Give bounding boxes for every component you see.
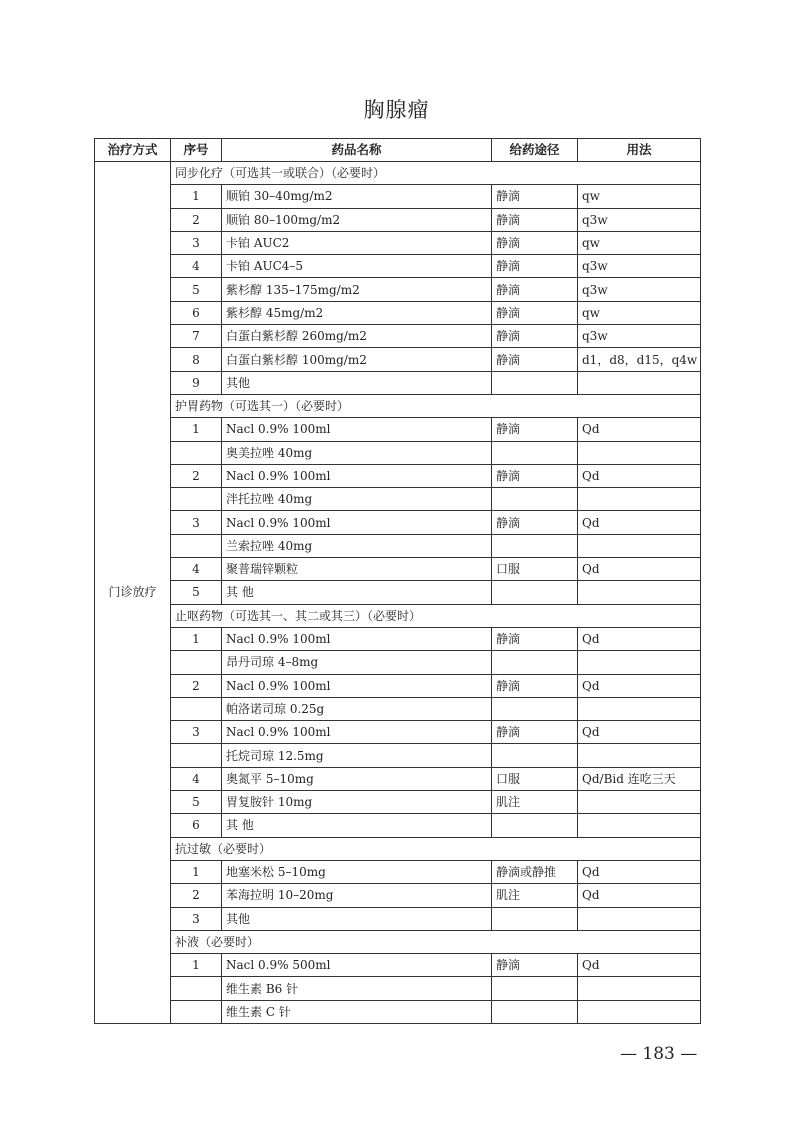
row-number: 2 [171, 464, 222, 487]
table-row [95, 185, 701, 208]
route: 静滴 [492, 511, 578, 534]
usage: Qd [578, 418, 701, 441]
drug-name: 兰索拉唑 40mg [222, 534, 492, 557]
drug-name: 泮托拉唑 40mg [222, 488, 492, 511]
table-row [95, 744, 701, 767]
table-row [95, 860, 701, 883]
drug-name: 地塞米松 5–10mg [222, 860, 492, 883]
drug-name: Nacl 0.9% 500ml [222, 954, 492, 977]
row-number [171, 744, 222, 767]
table-row [95, 954, 701, 977]
drug-name: 聚普瑞锌颗粒 [222, 558, 492, 581]
header-treatment-mode: 治疗方式 [95, 139, 171, 162]
group-header-row [95, 930, 701, 953]
row-number: 5 [171, 791, 222, 814]
route: 静滴 [492, 278, 578, 301]
table-row [95, 325, 701, 348]
group-label: 抗过敏（必要时） [171, 837, 701, 860]
usage [578, 907, 701, 930]
table-row [95, 674, 701, 697]
route: 口服 [492, 767, 578, 790]
usage [578, 1000, 701, 1023]
drug-name: 其他 [222, 907, 492, 930]
table-row [95, 884, 701, 907]
drug-name: 托烷司琼 12.5mg [222, 744, 492, 767]
usage [578, 488, 701, 511]
usage: Qd [578, 627, 701, 650]
drug-name: 其 他 [222, 581, 492, 604]
drug-name: 昂丹司琼 4–8mg [222, 651, 492, 674]
table-row [95, 301, 701, 324]
row-number: 6 [171, 301, 222, 324]
usage [578, 977, 701, 1000]
drug-name: Nacl 0.9% 100ml [222, 627, 492, 650]
table-row [95, 767, 701, 790]
table-row [95, 627, 701, 650]
drug-name: 胃复胺针 10mg [222, 791, 492, 814]
row-number: 1 [171, 627, 222, 650]
row-number: 7 [171, 325, 222, 348]
usage: qw [578, 231, 701, 254]
usage: Qd [578, 954, 701, 977]
table-row [95, 907, 701, 930]
usage: q3w [578, 278, 701, 301]
row-number: 1 [171, 185, 222, 208]
table-row [95, 651, 701, 674]
route: 肌注 [492, 884, 578, 907]
table-row [95, 721, 701, 744]
route: 静滴 [492, 674, 578, 697]
row-number: 1 [171, 954, 222, 977]
route [492, 488, 578, 511]
drug-name: 白蛋白紫杉醇 260mg/m2 [222, 325, 492, 348]
table-row [95, 511, 701, 534]
table-row [95, 977, 701, 1000]
header-route: 给药途径 [492, 139, 578, 162]
route: 静滴 [492, 208, 578, 231]
drug-name: 紫杉醇 135–175mg/m2 [222, 278, 492, 301]
usage: q3w [578, 255, 701, 278]
table-row [95, 1000, 701, 1023]
page-title: 胸腺瘤 [363, 98, 430, 122]
drug-name: 白蛋白紫杉醇 100mg/m2 [222, 348, 492, 371]
route [492, 907, 578, 930]
drug-name: 苯海拉明 10–20mg [222, 884, 492, 907]
usage: Qd [578, 511, 701, 534]
usage [578, 441, 701, 464]
table-row [95, 231, 701, 254]
row-number: 1 [171, 860, 222, 883]
row-number: 2 [171, 208, 222, 231]
row-number: 3 [171, 231, 222, 254]
row-number: 2 [171, 884, 222, 907]
route: 静滴 [492, 721, 578, 744]
table-row [95, 208, 701, 231]
route: 肌注 [492, 791, 578, 814]
table-row [95, 791, 701, 814]
row-number: 1 [171, 418, 222, 441]
table-row [95, 814, 701, 837]
row-number: 4 [171, 558, 222, 581]
table-row [95, 697, 701, 720]
group-header-row [95, 604, 701, 627]
route: 静滴 [492, 185, 578, 208]
row-number: 4 [171, 255, 222, 278]
row-number [171, 488, 222, 511]
route [492, 814, 578, 837]
route: 静滴 [492, 301, 578, 324]
header-usage: 用法 [578, 139, 701, 162]
drug-name: 顺铂 80–100mg/m2 [222, 208, 492, 231]
route [492, 697, 578, 720]
drug-name: Nacl 0.9% 100ml [222, 511, 492, 534]
route: 静滴 [492, 325, 578, 348]
row-number [171, 651, 222, 674]
row-number: 3 [171, 721, 222, 744]
usage: Qd [578, 860, 701, 883]
table-row [95, 255, 701, 278]
table-row [95, 464, 701, 487]
route: 静滴 [492, 231, 578, 254]
row-number: 8 [171, 348, 222, 371]
drug-name: 其他 [222, 371, 492, 394]
row-number: 4 [171, 767, 222, 790]
drug-name: Nacl 0.9% 100ml [222, 721, 492, 744]
table-row [95, 581, 701, 604]
row-number [171, 697, 222, 720]
header-drug-name: 药品名称 [222, 139, 492, 162]
route [492, 977, 578, 1000]
drug-name: Nacl 0.9% 100ml [222, 674, 492, 697]
row-number: 3 [171, 511, 222, 534]
route [492, 534, 578, 557]
route [492, 371, 578, 394]
page-number: — 183 — [620, 1044, 698, 1064]
table-row [95, 278, 701, 301]
usage: Qd [578, 464, 701, 487]
route [492, 744, 578, 767]
group-header-row [95, 162, 701, 185]
drug-name: 其 他 [222, 814, 492, 837]
route: 静滴 [492, 464, 578, 487]
usage: Qd [578, 884, 701, 907]
route [492, 581, 578, 604]
usage: Qd [578, 558, 701, 581]
usage: d1，d8，d15，q4w [578, 348, 701, 371]
group-label: 止呕药物（可选其一、其二或其三）（必要时） [171, 604, 701, 627]
row-number: 2 [171, 674, 222, 697]
group-label: 补液（必要时） [171, 930, 701, 953]
drug-name: 卡铂 AUC4–5 [222, 255, 492, 278]
usage [578, 814, 701, 837]
route: 静滴 [492, 954, 578, 977]
usage [578, 581, 701, 604]
usage [578, 651, 701, 674]
route: 静滴 [492, 418, 578, 441]
row-number: 3 [171, 907, 222, 930]
drug-name: 帕洛诺司琼 0.25g [222, 697, 492, 720]
table-row [95, 488, 701, 511]
table-row [95, 441, 701, 464]
usage: qw [578, 185, 701, 208]
drug-name: Nacl 0.9% 100ml [222, 418, 492, 441]
drug-name: 卡铂 AUC2 [222, 231, 492, 254]
usage: Qd/Bid 连吃三天 [578, 767, 701, 790]
table-row [95, 371, 701, 394]
route: 口服 [492, 558, 578, 581]
usage: Qd [578, 674, 701, 697]
group-header-row [95, 394, 701, 417]
header-number: 序号 [171, 139, 222, 162]
route: 静滴 [492, 627, 578, 650]
route: 静滴 [492, 348, 578, 371]
usage: q3w [578, 208, 701, 231]
usage [578, 697, 701, 720]
usage [578, 744, 701, 767]
usage [578, 791, 701, 814]
row-number: 6 [171, 814, 222, 837]
table-row [95, 534, 701, 557]
usage [578, 534, 701, 557]
drug-table [94, 138, 701, 1024]
drug-name: Nacl 0.9% 100ml [222, 464, 492, 487]
group-label: 护胃药物（可选其一）（必要时） [171, 394, 701, 417]
usage: q3w [578, 325, 701, 348]
drug-name: 奥美拉唑 40mg [222, 441, 492, 464]
row-number: 9 [171, 371, 222, 394]
usage: Qd [578, 721, 701, 744]
table-body [95, 162, 701, 1024]
usage: qw [578, 301, 701, 324]
drug-name: 紫杉醇 45mg/m2 [222, 301, 492, 324]
drug-name: 维生素 B6 针 [222, 977, 492, 1000]
drug-name: 奥氮平 5–10mg [222, 767, 492, 790]
group-label: 同步化疗（可选其一或联合）（必要时） [171, 162, 701, 185]
row-number [171, 534, 222, 557]
group-header-row [95, 837, 701, 860]
route: 静滴或静推 [492, 860, 578, 883]
usage [578, 371, 701, 394]
row-number [171, 1000, 222, 1023]
drug-name: 顺铂 30–40mg/m2 [222, 185, 492, 208]
table-row [95, 418, 701, 441]
table-header-row [95, 139, 701, 162]
route [492, 651, 578, 674]
row-number [171, 441, 222, 464]
route: 静滴 [492, 255, 578, 278]
treatment-mode-cell: 门诊放疗 [95, 162, 171, 1024]
table-row [95, 558, 701, 581]
drug-name: 维生素 C 针 [222, 1000, 492, 1023]
route [492, 441, 578, 464]
table-row [95, 348, 701, 371]
row-number: 5 [171, 278, 222, 301]
row-number: 5 [171, 581, 222, 604]
route [492, 1000, 578, 1023]
row-number [171, 977, 222, 1000]
